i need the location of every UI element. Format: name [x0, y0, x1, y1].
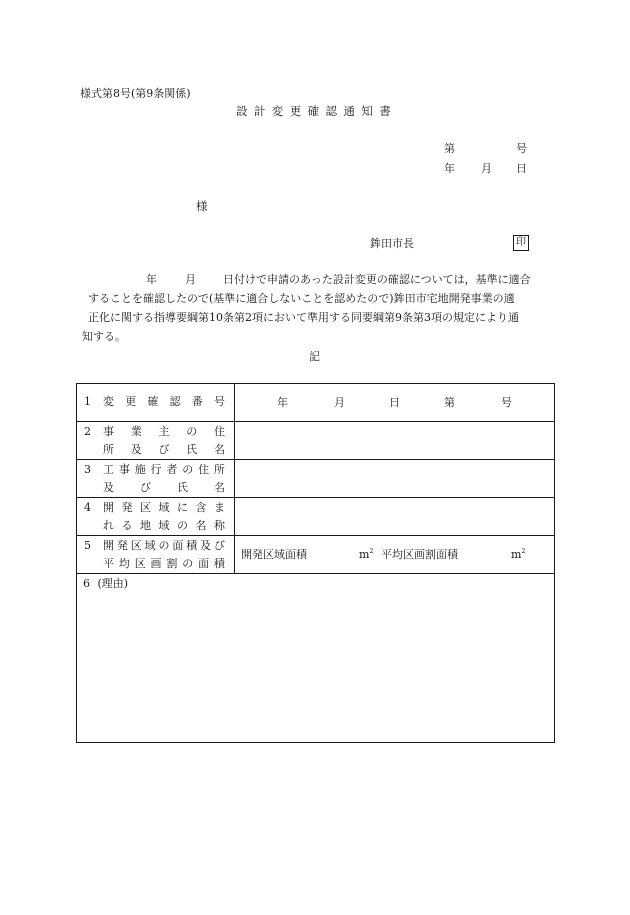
row-label-line: 所 及 び 氏 名 — [103, 443, 225, 456]
date-year: 年 — [444, 162, 455, 175]
body-line-3: 正化に関する指導要綱第10条第2項において準用する同要綱第9条第3項の規定により通 — [88, 311, 519, 324]
row-label-line: 及 び 氏 名 — [103, 481, 225, 494]
row-label-line: 平 均 区 画 割 の 面 積 — [103, 557, 225, 570]
row-label-line: 開 発 区 域 の 面 積 及 び — [103, 539, 225, 552]
seal-mark: 印 — [513, 235, 529, 251]
row-number: 4 — [84, 501, 91, 514]
row-number: 2 — [84, 425, 91, 438]
confirmation-number-cell[interactable] — [235, 384, 555, 422]
row-label-line: 開 発 区 域 に 含 ま — [103, 501, 225, 514]
developer-address-cell[interactable] — [235, 422, 555, 460]
ki-heading: 記 — [309, 350, 320, 363]
average-lot-area-unit: $m^2$ — [511, 548, 526, 561]
row-number: 3 — [84, 463, 91, 476]
date-day: 日 — [516, 162, 527, 175]
table-row — [77, 384, 555, 422]
row-label-cell — [77, 498, 235, 536]
development-area-unit: $m^2$ — [359, 548, 374, 561]
row-number: 6 — [83, 577, 90, 590]
confirm-month: 月 — [334, 396, 345, 409]
confirm-day: 日 — [389, 396, 400, 409]
addressee-honorific: 様 — [196, 199, 208, 213]
row-label-cell — [77, 536, 235, 574]
body-month: 月 — [185, 273, 196, 286]
form-number: 様式第8号(第9条関係) — [80, 87, 191, 100]
row-label-line: 変 更 確 認 番 号 — [103, 395, 225, 408]
body-line-1-text: 日付けで申請のあった設計変更の確認については，基準に適合 — [223, 273, 531, 286]
row-number: 5 — [84, 539, 91, 552]
reason-label: (理由) — [97, 577, 129, 590]
table-row — [77, 422, 555, 460]
row-label-cell — [77, 460, 235, 498]
document-title: 設計変更確認通知書 — [236, 104, 398, 118]
confirm-number-suffix: 号 — [501, 396, 512, 409]
issuer-name: 鉾田市長 — [370, 237, 414, 250]
confirm-number-prefix: 第 — [444, 396, 455, 409]
body-line-2: することを確認したので(基準に適合しないことを認めたので)鉾田市宅地開発事業の適 — [88, 292, 515, 305]
date-month: 月 — [481, 162, 492, 175]
row-label-line: 事 業 主 の 住 — [103, 425, 225, 438]
area-names-cell[interactable] — [235, 498, 555, 536]
table-row — [77, 536, 555, 574]
body-year: 年 — [146, 273, 157, 286]
reference-number-suffix: 号 — [516, 142, 527, 155]
row-label-line: れ る 地 域 の 名 称 — [103, 519, 225, 532]
body-line-1 — [88, 270, 558, 289]
reference-number-prefix: 第 — [444, 142, 455, 155]
confirm-year: 年 — [277, 396, 288, 409]
table-row — [77, 498, 555, 536]
row-label-cell — [77, 422, 235, 460]
row-number: 1 — [84, 395, 91, 408]
notice-body — [82, 270, 558, 346]
average-lot-area-label: 平均区画割面積 — [381, 548, 458, 561]
row-label-cell — [77, 384, 235, 422]
development-area-label: 開発区域面積 — [241, 548, 307, 561]
table-row — [77, 460, 555, 498]
body-line-4: 知する。 — [82, 330, 126, 343]
details-table — [76, 383, 555, 743]
table-row — [77, 574, 555, 743]
row-label-line: 工 事 施 行 者 の 住 所 — [103, 463, 225, 476]
reason-cell[interactable] — [77, 574, 555, 743]
area-sizes-cell[interactable] — [235, 536, 555, 574]
contractor-address-cell[interactable] — [235, 460, 555, 498]
